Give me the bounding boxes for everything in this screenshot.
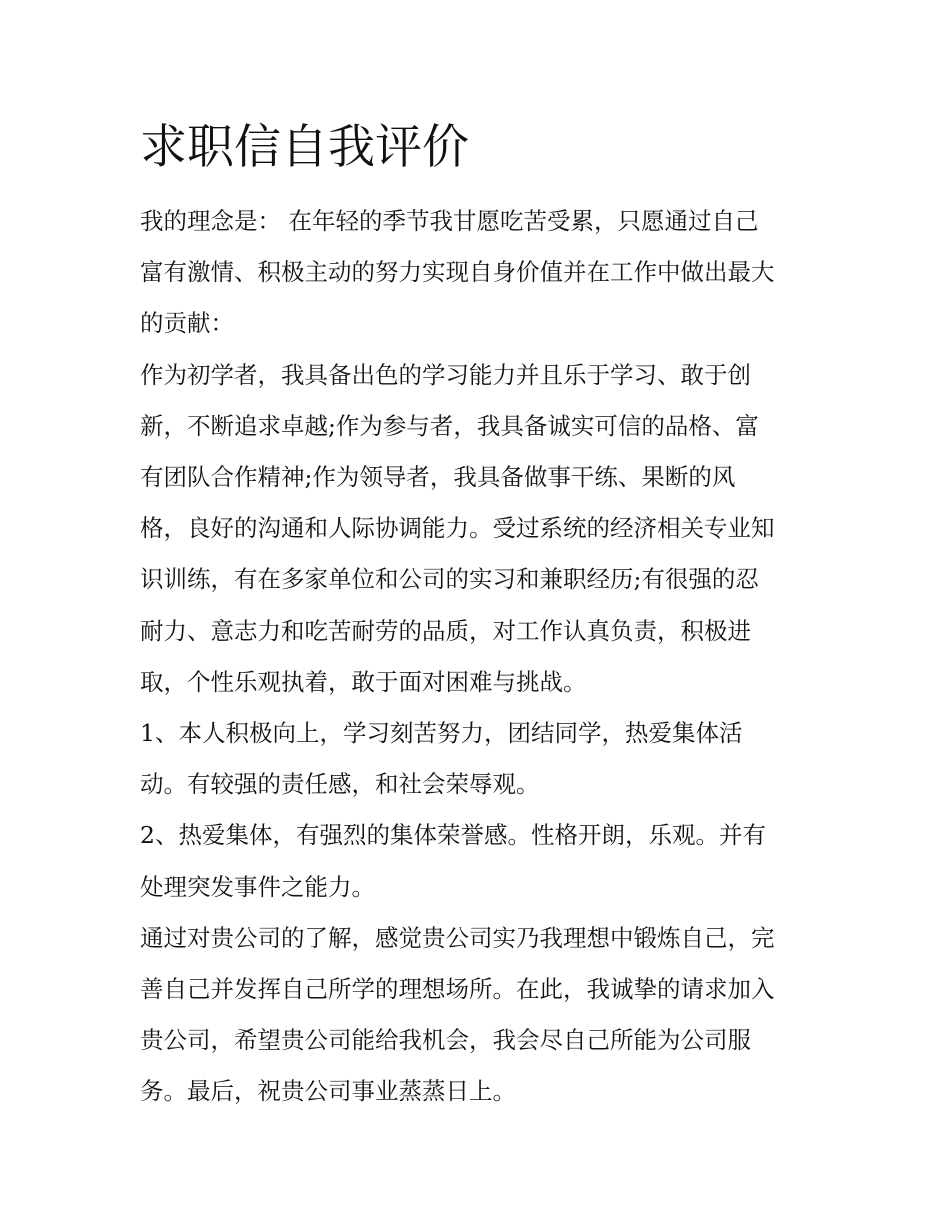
document-body [140, 196, 820, 1118]
paragraph-qualities [140, 350, 820, 708]
paragraph-philosophy [140, 196, 820, 350]
text-line: 2、热爱集体，有强烈的集体荣誉感。性格开朗，乐观。并有 [140, 821, 766, 850]
text-line: 处理突发事件之能力。 [140, 872, 375, 901]
text-line: 有团队合作精神;作为领导者，我具备做事干练、果断的风 [140, 463, 736, 492]
text-line: 格，良好的沟通和人际协调能力。受过系统的经济相关专业知 [140, 514, 775, 543]
text-line: 贵公司，希望贵公司能给我机会，我会尽自己所能为公司服 [140, 1026, 751, 1055]
text-line: 务。最后，祝贵公司事业蒸蒸日上。 [140, 1077, 516, 1106]
text-line: 取，个性乐观执着，敢于面对困难与挑战。 [140, 667, 587, 696]
paragraph-point-1 [140, 708, 820, 810]
text-line: 富有激情、积极主动的努力实现自身价值并在工作中做出最大 [140, 258, 775, 287]
text-line: 的贡献： [140, 309, 234, 338]
text-line: 识训练，有在多家单位和公司的实习和兼职经历;有很强的忍 [140, 565, 759, 594]
text-line: 耐力、意志力和吃苦耐劳的品质，对工作认真负责，积极进 [140, 616, 751, 645]
text-line: 善自己并发挥自己所学的理想场所。在此，我诚挚的请求加入 [140, 975, 775, 1004]
document-title: 求职信自我评价 [140, 120, 469, 175]
paragraph-closing [140, 913, 820, 1118]
text-line: 通过对贵公司的了解，感觉贵公司实乃我理想中锻炼自己，完 [140, 923, 775, 952]
text-line: 新，不断追求卓越;作为参与者，我具备诚实可信的品格、富 [140, 411, 759, 440]
text-line: 作为初学者，我具备出色的学习能力并且乐于学习、敢于创 [140, 360, 751, 389]
text-line: 动。有较强的责任感，和社会荣辱观。 [140, 770, 540, 799]
text-line: 我的理念是： 在年轻的季节我甘愿吃苦受累，只愿通过自己 [140, 207, 759, 235]
paragraph-point-2 [140, 810, 820, 912]
text-line: 1、本人积极向上，学习刻苦努力，团结同学，热爱集体活 [140, 719, 743, 748]
